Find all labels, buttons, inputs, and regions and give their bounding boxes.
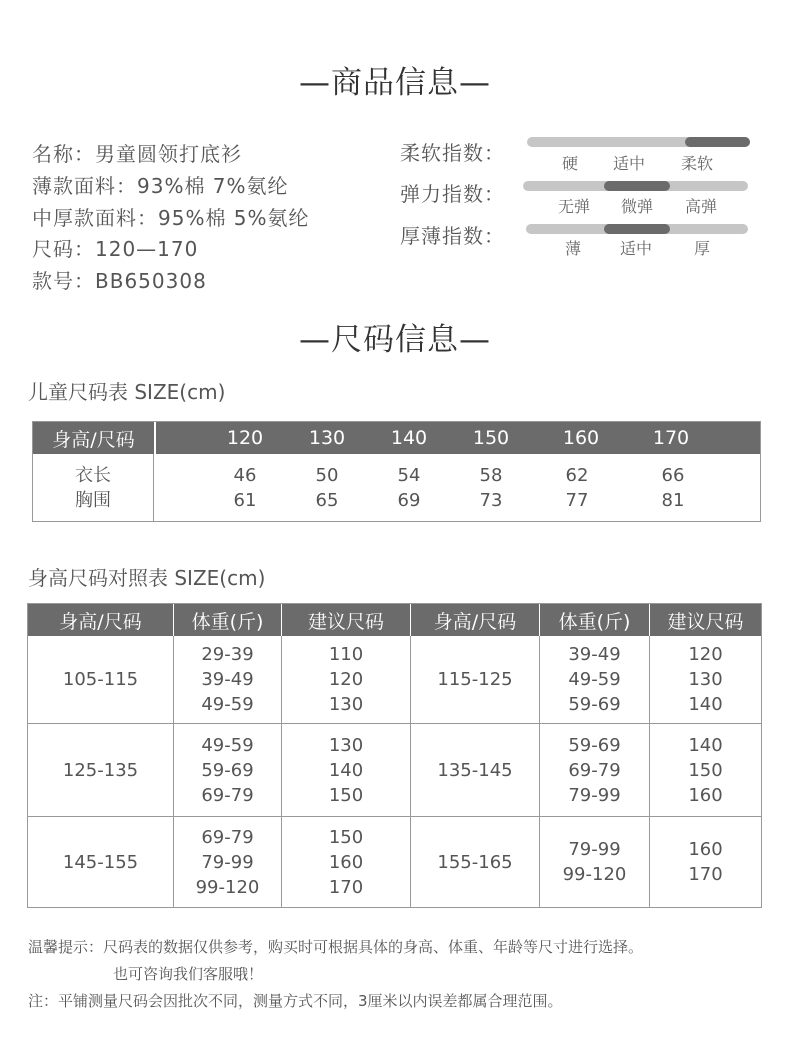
elasticity-tick-none: 无弹 bbox=[557, 197, 590, 216]
kids-size-120: 120 bbox=[205, 422, 285, 454]
length-150: 58 bbox=[479, 465, 503, 486]
length-160: 62 bbox=[565, 465, 589, 486]
softness-index-bar bbox=[527, 137, 750, 147]
kids-table-divider bbox=[153, 454, 154, 521]
softness-tick-hard: 硬 bbox=[561, 154, 578, 173]
length-120: 46 bbox=[233, 465, 257, 486]
row2-sizes-left bbox=[282, 724, 410, 816]
row3-sizes-right bbox=[650, 817, 761, 907]
kids-size-130: 130 bbox=[287, 422, 367, 454]
weight: 79-99 bbox=[568, 839, 621, 860]
suggested-size: 150 bbox=[688, 759, 723, 781]
row2-sizes-right bbox=[650, 724, 761, 816]
chest-140: 69 bbox=[397, 490, 421, 511]
elasticity-index-bar bbox=[523, 181, 748, 191]
thickness-level-marker bbox=[604, 224, 670, 234]
thin-fabric: 薄款面料：93%棉 7%氨纶 bbox=[32, 174, 289, 198]
weight: 79-99 bbox=[568, 784, 621, 806]
row2-height-right: 135-145 bbox=[437, 759, 513, 781]
weight: 29-39 bbox=[201, 644, 254, 665]
suggested-size: 170 bbox=[328, 876, 364, 898]
thickness-tick-thick: 厚 bbox=[693, 239, 710, 258]
kids-size-table bbox=[32, 421, 761, 522]
weight: 49-59 bbox=[568, 669, 621, 690]
thickness-tick-thin: 薄 bbox=[564, 239, 581, 258]
kids-col-120 bbox=[205, 460, 285, 516]
elasticity-level-marker bbox=[604, 181, 670, 191]
suggested-size: 170 bbox=[688, 864, 723, 885]
kids-col-140 bbox=[369, 460, 449, 516]
weight: 49-59 bbox=[201, 734, 254, 756]
suggested-size: 120 bbox=[328, 669, 364, 690]
weight: 59-69 bbox=[201, 759, 254, 781]
row1-weights-left bbox=[174, 636, 281, 723]
chest-170: 81 bbox=[661, 490, 685, 511]
suggested-size: 160 bbox=[688, 839, 723, 860]
row3-height-left: 145-155 bbox=[62, 851, 139, 873]
size-info-heading: —尺码信息— bbox=[299, 322, 491, 358]
weight: 59-69 bbox=[568, 734, 621, 756]
length-130: 50 bbox=[315, 465, 339, 486]
height-size-table bbox=[27, 603, 762, 908]
product-name: 名称：男童圆领打底衫 bbox=[32, 142, 242, 166]
row1-height-right: 115-125 bbox=[437, 669, 513, 690]
row3-sizes-left bbox=[282, 817, 410, 907]
header-size-right: 建议尺码 bbox=[650, 604, 761, 636]
kids-col-130 bbox=[287, 460, 367, 516]
measurement-note: 注：平铺测量尺码会因批次不同，测量方式不同，3厘米以内误差都属合理范围。 bbox=[28, 992, 563, 1010]
row2-weights-right bbox=[540, 724, 649, 816]
thickness-tick-medium: 适中 bbox=[619, 239, 652, 258]
suggested-size: 140 bbox=[688, 734, 723, 756]
weight: 99-120 bbox=[562, 864, 627, 885]
softness-index-label: 柔软指数： bbox=[400, 141, 505, 165]
weight: 99-120 bbox=[195, 876, 260, 898]
thickness-index-bar bbox=[526, 224, 748, 234]
elasticity-tick-slight: 微弹 bbox=[620, 197, 653, 216]
row1-sizes-left bbox=[282, 636, 410, 723]
weight: 69-79 bbox=[568, 759, 621, 781]
length-140: 54 bbox=[397, 465, 421, 486]
suggested-size: 140 bbox=[328, 759, 364, 781]
suggested-size: 130 bbox=[328, 694, 364, 715]
weight: 59-69 bbox=[568, 694, 621, 715]
kids-col-150 bbox=[451, 460, 531, 516]
weight: 39-49 bbox=[201, 669, 254, 690]
row2-weights-left bbox=[174, 724, 281, 816]
weight: 49-59 bbox=[201, 694, 254, 715]
header-height-right: 身高/尺码 bbox=[411, 604, 539, 636]
suggested-size: 140 bbox=[688, 694, 723, 715]
suggested-size: 120 bbox=[688, 644, 723, 665]
row2-height-left: 125-135 bbox=[62, 759, 139, 781]
product-info-heading: —商品信息— bbox=[299, 65, 491, 101]
style-number: 款号：BB650308 bbox=[32, 269, 207, 293]
kids-size-table-title: 儿童尺码表 SIZE(cm) bbox=[28, 380, 226, 404]
kids-size-150: 150 bbox=[451, 422, 531, 454]
chest-120: 61 bbox=[233, 490, 257, 511]
header-size-left: 建议尺码 bbox=[282, 604, 410, 636]
kids-size-170: 170 bbox=[631, 422, 711, 454]
weight: 79-99 bbox=[201, 851, 254, 873]
row1-height-left: 105-115 bbox=[62, 669, 139, 690]
row1-weights-right bbox=[540, 636, 649, 723]
kids-col-160 bbox=[537, 460, 617, 516]
softness-level-marker bbox=[685, 137, 750, 147]
row3-height-right: 155-165 bbox=[437, 851, 513, 873]
suggested-size: 130 bbox=[688, 669, 723, 690]
thickness-index-label: 厚薄指数： bbox=[400, 224, 505, 248]
softness-tick-soft: 柔软 bbox=[680, 154, 713, 173]
chest-130: 65 bbox=[315, 490, 339, 511]
weight: 39-49 bbox=[568, 644, 621, 665]
header-weight-right: 体重(斤) bbox=[540, 604, 649, 636]
suggested-size: 110 bbox=[328, 644, 364, 665]
suggested-size: 150 bbox=[328, 784, 364, 806]
kids-size-160: 160 bbox=[541, 422, 621, 454]
kids-table-header-label: 身高/尺码 bbox=[33, 422, 154, 454]
row3-weights-right bbox=[540, 817, 649, 907]
suggested-size: 160 bbox=[688, 784, 723, 806]
warm-tip-contact: 也可咨询我们客服哦！ bbox=[113, 965, 264, 983]
row1-sizes-right bbox=[650, 636, 761, 723]
row3-weights-left bbox=[174, 817, 281, 907]
kids-size-140: 140 bbox=[369, 422, 449, 454]
softness-tick-medium: 适中 bbox=[612, 154, 645, 173]
length-170: 66 bbox=[661, 465, 685, 486]
suggested-size: 130 bbox=[328, 734, 364, 756]
kids-row-labels bbox=[33, 458, 153, 518]
row-label-chest: 胸围 bbox=[75, 490, 111, 511]
weight: 69-79 bbox=[201, 826, 254, 848]
warm-tip: 温馨提示：尺码表的数据仅供参考，购买时可根据具体的身高、体重、年龄等尺寸进行选择。 bbox=[28, 938, 644, 956]
height-size-table-title: 身高尺码对照表 SIZE(cm) bbox=[28, 566, 266, 590]
kids-col-170 bbox=[633, 460, 713, 516]
header-weight-left: 体重(斤) bbox=[174, 604, 281, 636]
row-label-length: 衣长 bbox=[75, 465, 111, 486]
suggested-size: 150 bbox=[328, 826, 364, 848]
chest-150: 73 bbox=[479, 490, 503, 511]
elasticity-tick-high: 高弹 bbox=[684, 197, 717, 216]
suggested-size: 160 bbox=[328, 851, 364, 873]
chest-160: 77 bbox=[565, 490, 589, 511]
header-height-left: 身高/尺码 bbox=[28, 604, 173, 636]
thick-fabric: 中厚款面料：95%棉 5%氨纶 bbox=[32, 206, 310, 230]
size-range: 尺码：120—170 bbox=[32, 237, 199, 261]
elasticity-index-label: 弹力指数： bbox=[400, 182, 505, 206]
weight: 69-79 bbox=[201, 784, 254, 806]
